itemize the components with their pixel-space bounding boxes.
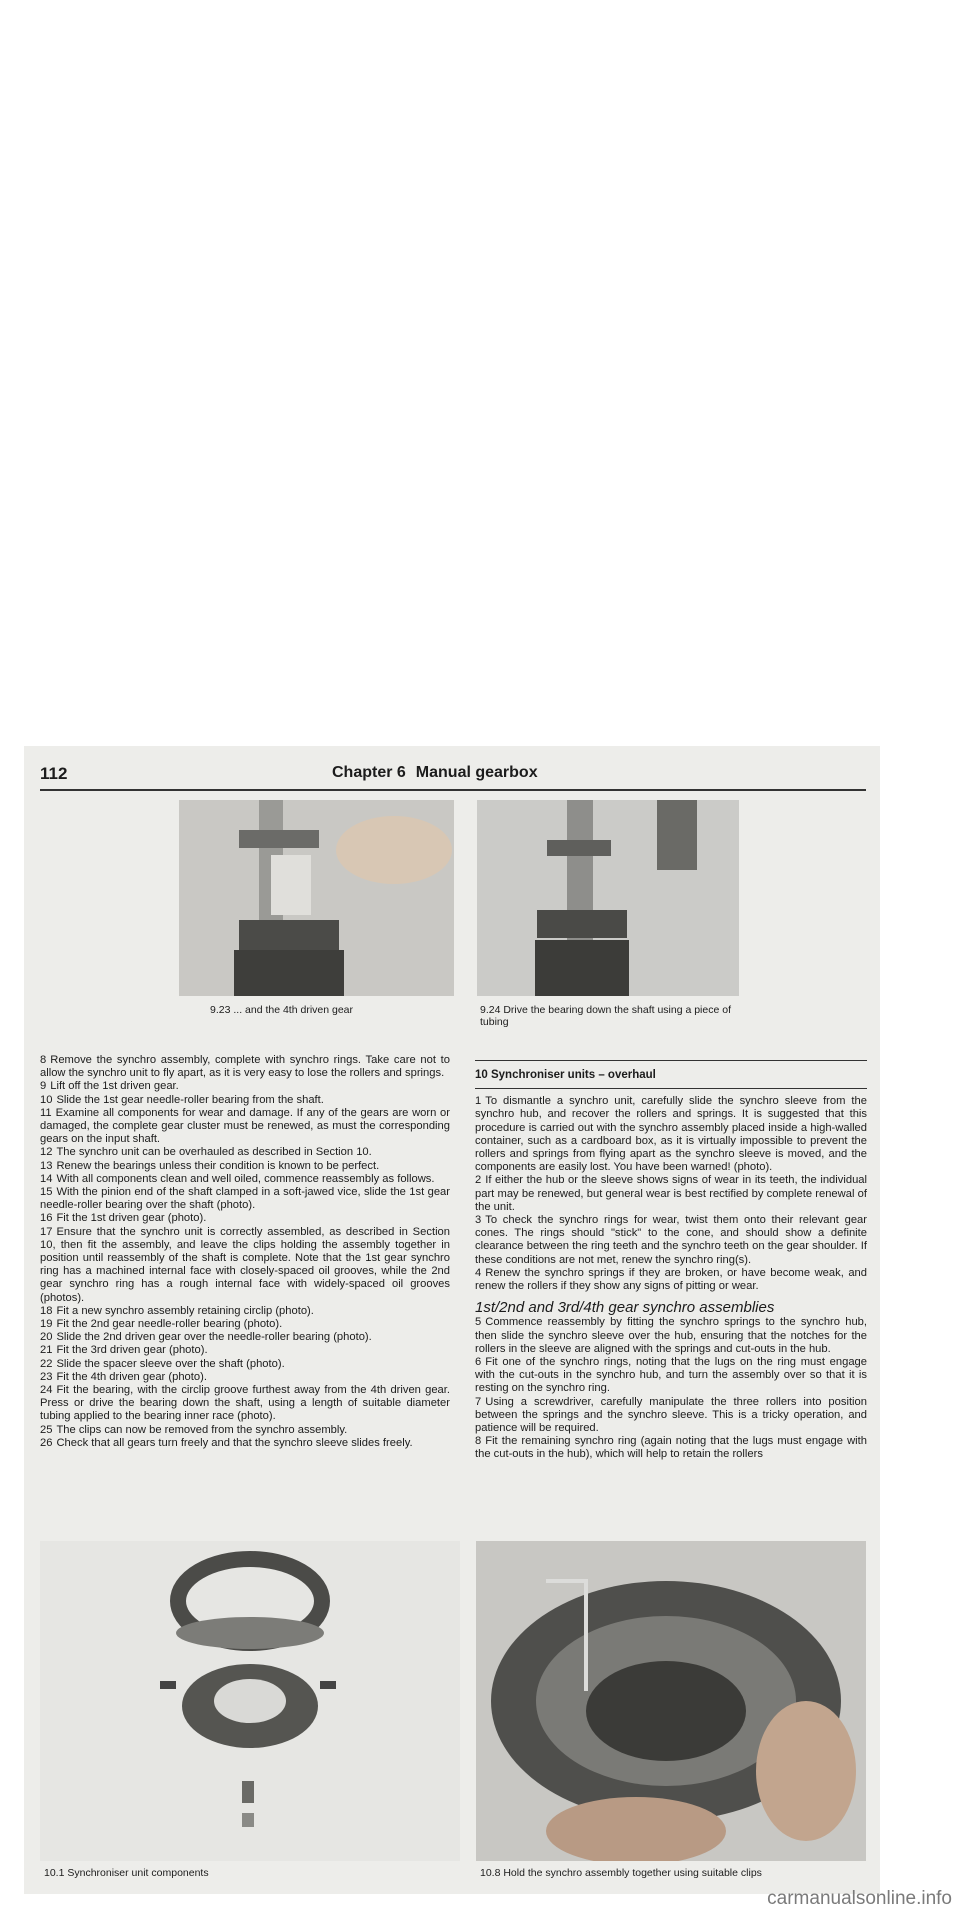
paragraph-text: Lift off the 1st driven gear. bbox=[50, 1080, 179, 1093]
paragraph-text: Renew the synchro springs if they are broken, or have become weak, and renew the rollers if they show any signs of pitting or wear. bbox=[475, 1266, 867, 1293]
paragraph-text: Using a screwdriver, carefully manipulate the three rollers into position between the springs and the synchro sleeve. This is a tricky operation, and patience will be required. bbox=[475, 1395, 867, 1435]
paragraph-number: 25 bbox=[40, 1423, 53, 1436]
section-heading: 10 Synchroniser units – overhaul bbox=[475, 1069, 656, 1081]
paragraph bbox=[40, 1371, 450, 1384]
chapter-title bbox=[332, 764, 538, 782]
paragraph-number: 16 bbox=[40, 1212, 53, 1225]
paragraph-number: 5 bbox=[475, 1316, 482, 1329]
paragraph-number: 12 bbox=[40, 1146, 53, 1159]
photo-9-23 bbox=[179, 800, 454, 996]
caption-10-1: 10.1 Synchroniser unit components bbox=[44, 1867, 209, 1879]
paragraph bbox=[40, 1344, 450, 1357]
paragraph-text: To check the synchro rings for wear, twist them onto their relevant gear cones. The rings should "stick" to the cone, and should show a definite clearance between the ring teeth and the synchro teeth on the gear shoulder. If these conditions are not met, renew the synchro ring(s). bbox=[475, 1214, 867, 1266]
paragraph-number: 24 bbox=[40, 1384, 53, 1397]
paragraph-text: Slide the 2nd driven gear over the needle-roller bearing (photo). bbox=[56, 1331, 372, 1344]
section-rule-bottom bbox=[475, 1088, 867, 1089]
paragraph bbox=[475, 1435, 867, 1461]
paragraph bbox=[40, 1384, 450, 1424]
paragraph-text: Fit the 4th driven gear (photo). bbox=[56, 1370, 207, 1383]
right-paragraphs-b bbox=[475, 1316, 867, 1461]
paragraph-text: Fit the 2nd gear needle-roller bearing (photo). bbox=[56, 1318, 283, 1331]
paragraph-number: 13 bbox=[40, 1159, 53, 1172]
section-rule-top bbox=[475, 1060, 867, 1061]
paragraph-text: Fit one of the synchro rings, noting that the lugs on the ring must engage with the cut-outs in the synchro hub, and turn the assembly over so that it is resting on the synchro ring. bbox=[475, 1356, 867, 1395]
paragraph-text: Remove the synchro assembly, complete with synchro rings. Take care not to allow the synchro unit to fly apart, as it is very easy to lose the rollers and springs. bbox=[40, 1054, 450, 1080]
paragraph bbox=[40, 1437, 450, 1450]
paragraph-text: Commence reassembly by fitting the synchro springs to the synchro hub, then slide the synchro sleeve over the hub, ensuring that the notches for the rollers in the sleeve are aligned with the springs and cut-outs in the hub. bbox=[475, 1316, 867, 1355]
paragraph-number: 3 bbox=[475, 1214, 482, 1227]
paragraph bbox=[475, 1095, 867, 1174]
paragraph-number: 19 bbox=[40, 1318, 53, 1331]
photo-9-24 bbox=[477, 800, 739, 996]
paragraph bbox=[40, 1173, 450, 1186]
paragraph bbox=[40, 1186, 450, 1212]
paragraph-number: 8 bbox=[40, 1054, 47, 1066]
paragraph-number: 7 bbox=[475, 1395, 482, 1408]
paragraph bbox=[475, 1214, 867, 1267]
paragraph-text: Examine all components for wear and damage. If any of the gears are worn or damaged, the complete gear cluster must be renewed, as must the corresponding gears on the input shaft. bbox=[40, 1106, 450, 1146]
paragraph bbox=[475, 1396, 867, 1436]
paragraph-text: The synchro unit can be overhauled as described in Section 10. bbox=[56, 1146, 372, 1159]
paragraph-number: 21 bbox=[40, 1344, 53, 1357]
paragraph-text: Fit a new synchro assembly retaining circlip (photo). bbox=[56, 1304, 314, 1317]
paragraph bbox=[40, 1305, 450, 1318]
photo-10-8 bbox=[476, 1541, 866, 1861]
right-column bbox=[475, 1058, 867, 1462]
page-number: 112 bbox=[40, 764, 68, 783]
paragraph-text: Slide the 1st gear needle-roller bearing from the shaft. bbox=[56, 1093, 324, 1106]
paragraph bbox=[475, 1174, 867, 1214]
paragraph bbox=[40, 1094, 450, 1107]
header-rule bbox=[40, 789, 866, 791]
paragraph-text: Fit the bearing, with the circlip groove furthest away from the 4th driven gear. Press or drive the bearing down the shaft, using a length of suitable diameter tubing applied to the bearing inner race (photo). bbox=[40, 1384, 450, 1423]
left-column bbox=[40, 1054, 450, 1450]
paragraph-number: 26 bbox=[40, 1436, 53, 1449]
paragraph-number: 10 bbox=[40, 1093, 53, 1106]
paragraph bbox=[40, 1107, 450, 1147]
paragraph bbox=[40, 1424, 450, 1437]
paragraph-number: 1 bbox=[475, 1095, 482, 1108]
paragraph-number: 22 bbox=[40, 1357, 53, 1370]
paragraph-text: With all components clean and well oiled, commence reassembly as follows. bbox=[56, 1172, 435, 1185]
chapter-label: Chapter 6 bbox=[332, 764, 406, 781]
paragraph-number: 6 bbox=[475, 1356, 482, 1369]
paragraph-text: If either the hub or the sleeve shows signs of wear in its teeth, the individual part may be renewed, but general wear is best rectified by complete renewal of the unit. bbox=[475, 1174, 867, 1213]
right-paragraphs-a bbox=[475, 1095, 867, 1293]
paragraph-number: 17 bbox=[40, 1225, 53, 1238]
paragraph bbox=[40, 1160, 450, 1173]
photo-10-1 bbox=[40, 1541, 460, 1861]
paragraph bbox=[40, 1212, 450, 1225]
paragraph bbox=[40, 1358, 450, 1371]
paragraph-text: Fit the remaining synchro ring (again noting that the lugs must engage with the cut-outs in the hub), which will help to retain the rollers bbox=[475, 1435, 867, 1461]
paragraph bbox=[475, 1356, 867, 1396]
paragraph-text: The clips can now be removed from the synchro assembly. bbox=[56, 1423, 348, 1436]
chapter-subject: Manual gearbox bbox=[415, 764, 538, 781]
paragraph-number: 8 bbox=[475, 1435, 482, 1448]
paragraph-text: Slide the spacer sleeve over the shaft (photo). bbox=[56, 1357, 285, 1370]
paragraph-text: Ensure that the synchro unit is correctly assembled, as described in Section 10, then fit the assembly, and leave the clips holding the assembly together in position until reassembly of the shaft is complete. Note that the 1st gear synchro ring has a machined internal face with closely-spaced oil grooves, while the 2nd gear synchro ring has a rough internal face with widely-spaced oil grooves (photos). bbox=[40, 1225, 450, 1304]
manual-page bbox=[24, 746, 880, 1894]
paragraph-text: Fit the 3rd driven gear (photo). bbox=[56, 1344, 208, 1357]
caption-9-24: 9.24 Drive the bearing down the shaft using a piece of tubing bbox=[480, 1004, 731, 1028]
paragraph-number: 2 bbox=[475, 1174, 482, 1187]
paragraph-number: 11 bbox=[40, 1106, 52, 1119]
paragraph bbox=[40, 1226, 450, 1305]
paragraph-text: Renew the bearings unless their condition is known to be perfect. bbox=[56, 1159, 380, 1172]
paragraph bbox=[475, 1267, 867, 1293]
paragraph-number: 14 bbox=[40, 1172, 53, 1185]
paragraph bbox=[40, 1146, 450, 1159]
paragraph-number: 4 bbox=[475, 1266, 482, 1279]
paragraph-text: With the pinion end of the shaft clamped in a soft-jawed vice, slide the 1st gear needle-roller bearing over the shaft (photo). bbox=[40, 1186, 450, 1212]
paragraph-number: 9 bbox=[40, 1080, 47, 1093]
watermark: carmanualsonline.info bbox=[767, 1888, 952, 1909]
paragraph bbox=[40, 1331, 450, 1344]
sub-heading: 1st/2nd and 3rd/4th gear synchro assemblies bbox=[475, 1299, 775, 1317]
caption-9-23: 9.23 ... and the 4th driven gear bbox=[210, 1004, 354, 1016]
paragraph bbox=[40, 1080, 450, 1093]
paragraph bbox=[475, 1316, 867, 1356]
paragraph-number: 18 bbox=[40, 1304, 53, 1317]
paragraph-text: To dismantle a synchro unit, carefully slide the synchro sleeve from the synchro hub, and recover the rollers and springs. It is suggested that this procedure is carried out with the synchro assembly placed inside a high-walled container, such as a cardboard box, as it is virtually impossible to prevent the rollers and springs from flying apart as the synchro sleeve is moved, and the components are easily lost. You have been warned! (photo). bbox=[475, 1095, 867, 1174]
paragraph bbox=[40, 1318, 450, 1331]
paragraph-text: Check that all gears turn freely and that the synchro sleeve slides freely. bbox=[56, 1436, 413, 1449]
paragraph-number: 15 bbox=[40, 1186, 53, 1199]
paragraph-number: 20 bbox=[40, 1331, 53, 1344]
paragraph bbox=[40, 1054, 450, 1080]
paragraph-number: 23 bbox=[40, 1370, 53, 1383]
paragraph-text: Fit the 1st driven gear (photo). bbox=[56, 1212, 207, 1225]
page-header bbox=[40, 764, 866, 788]
caption-10-8: 10.8 Hold the synchro assembly together using suitable clips bbox=[480, 1867, 762, 1879]
